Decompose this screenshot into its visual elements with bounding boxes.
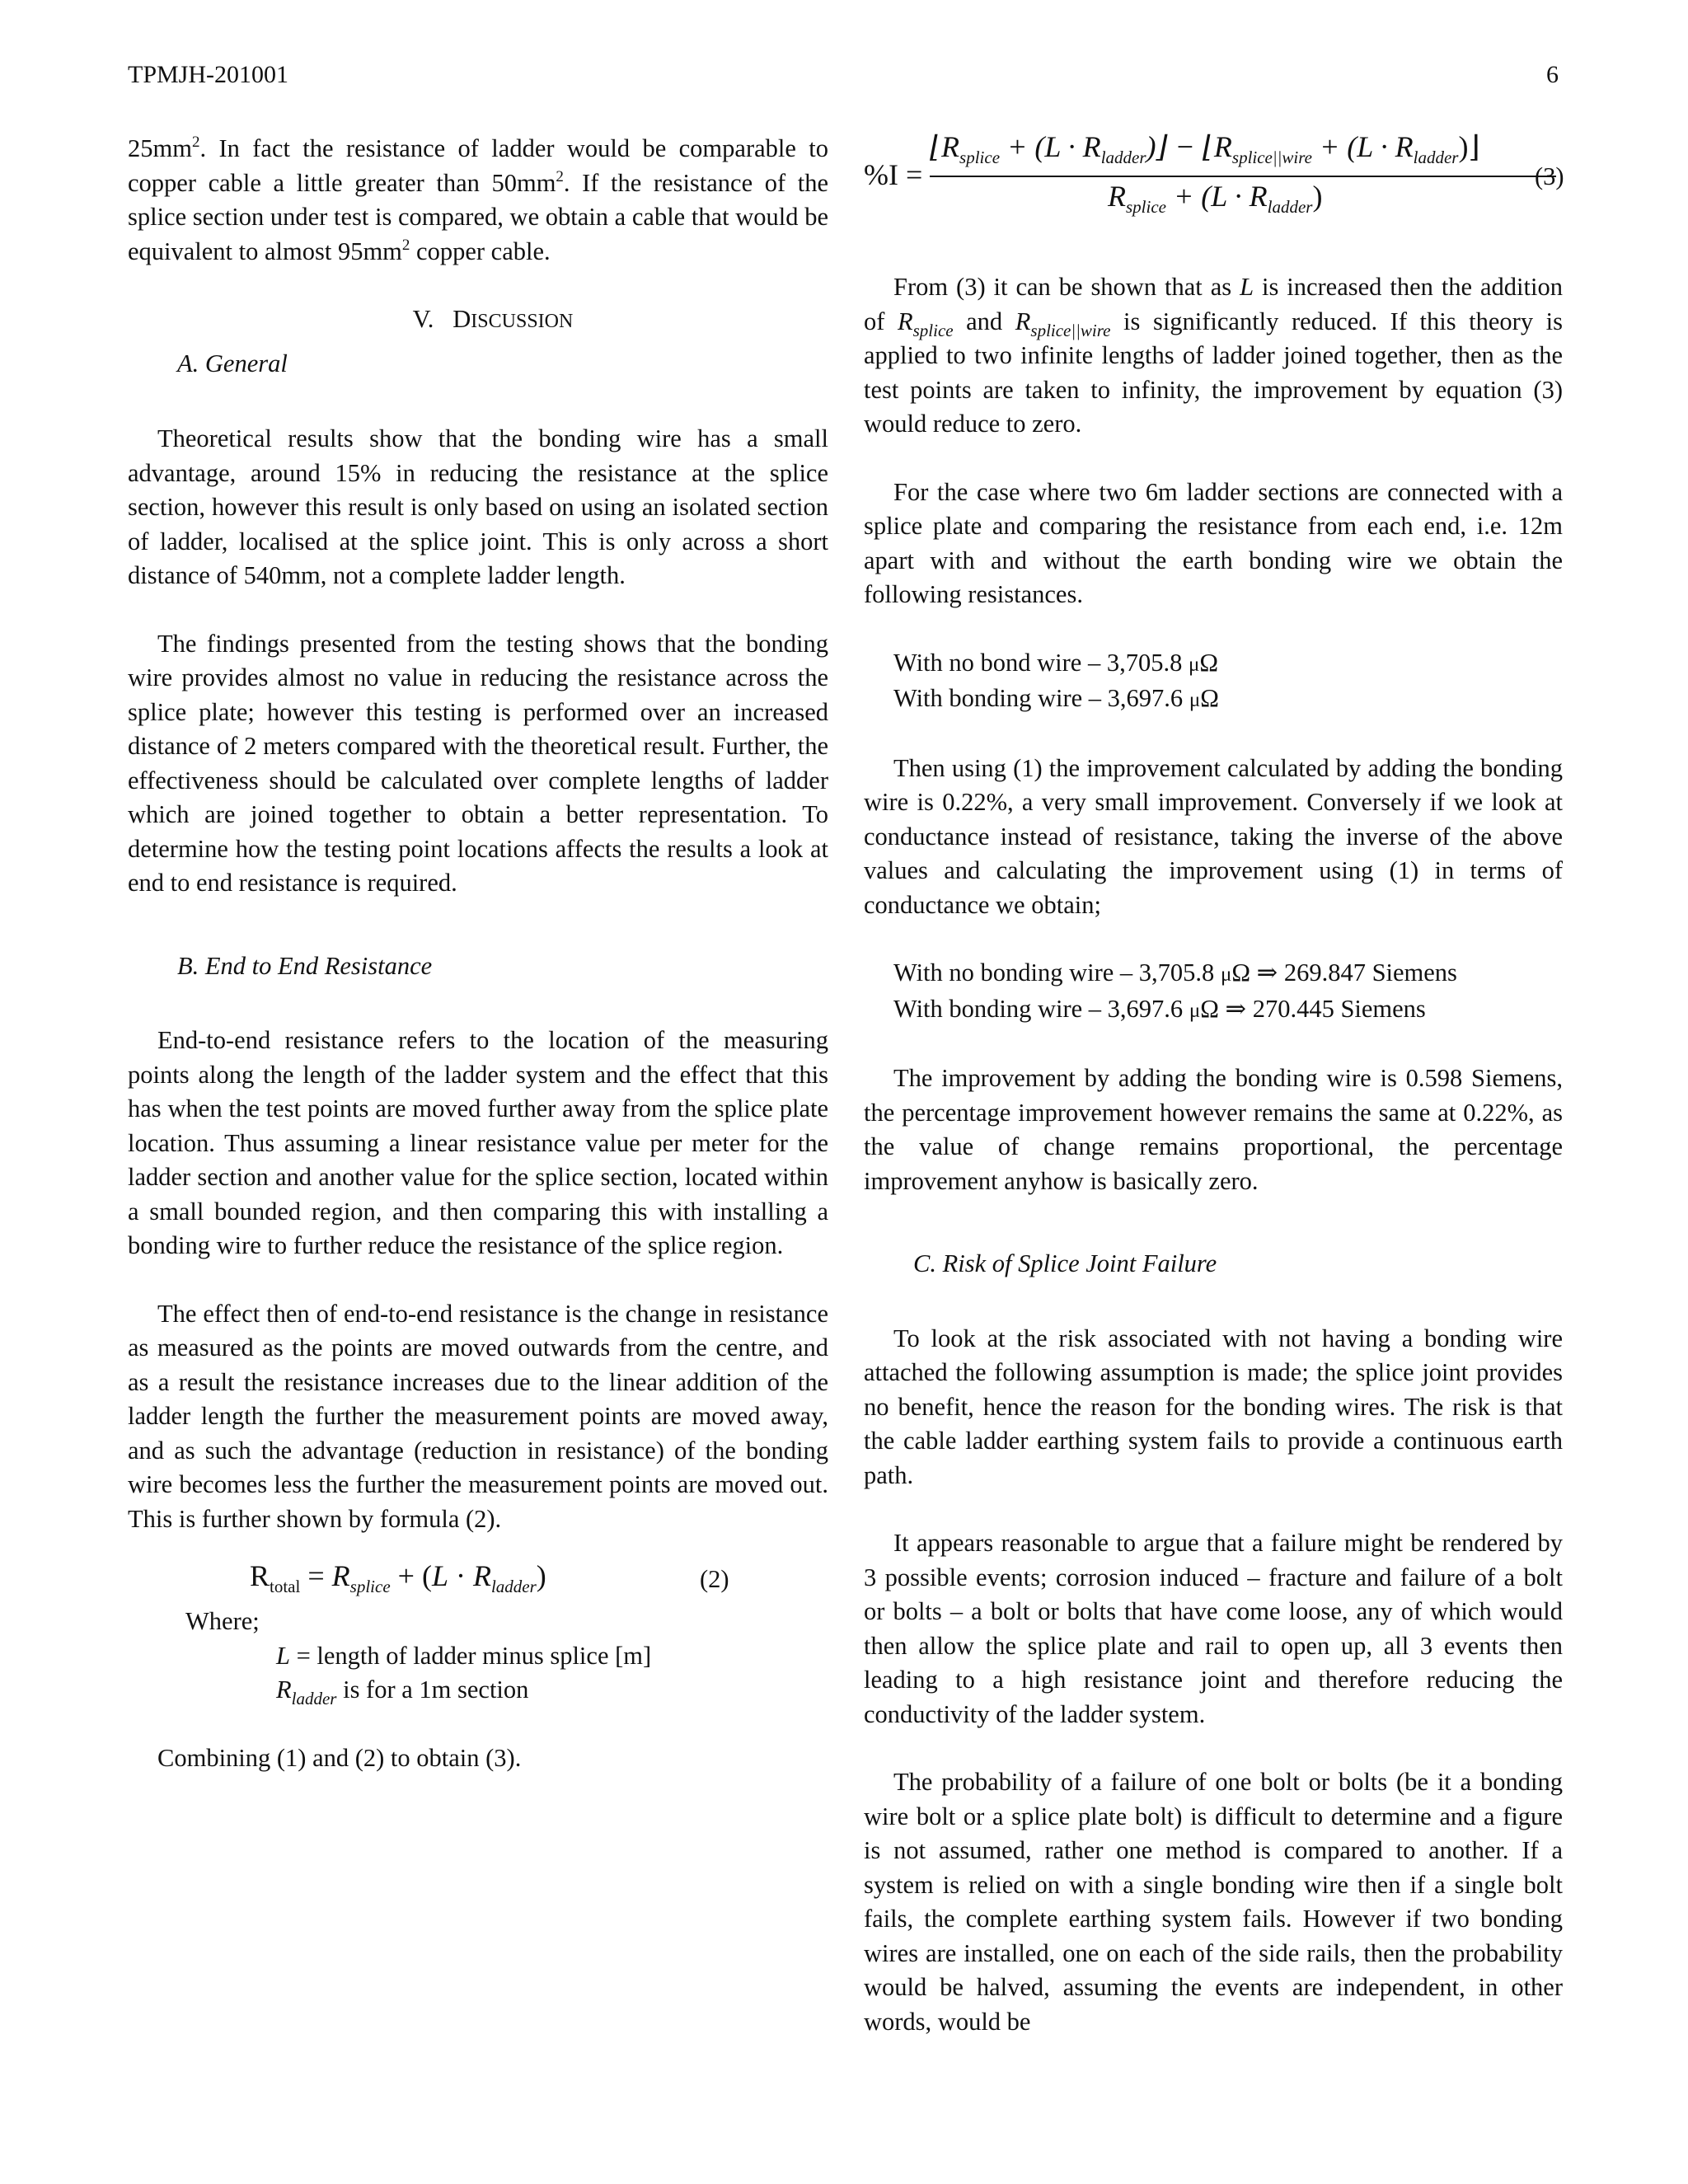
conductance-no-bond: With no bonding wire – 3,705.8 μΩ ⇒ 269.847 Siemens bbox=[893, 958, 1457, 987]
paragraph: To look at the risk associated with not having a bonding wire attached the following assumption is made; the splice joint provides no benefit, hence the reason for the bonding wires. The risk is that the cable ladder earthing system fails to provide a continuous earth path. bbox=[864, 1324, 1563, 1489]
equation-number: (3) bbox=[1535, 162, 1564, 190]
paragraph: Theoretical results show that the bonding wire has a small advantage, around 15% in reducing the resistance at the splice section, however this result is only based on using an isolated section of ladder, localised at the splice joint. This is only across a short distance of 540mm, not a complete ladder length. bbox=[128, 424, 828, 589]
fraction-bar bbox=[930, 176, 1556, 177]
definition-l: L = length of ladder minus splice [m] bbox=[276, 1641, 652, 1670]
paragraph: The effect then of end-to-end resistance is the change in resistance as measured as the points are moved outwards from the centre, and as a result the resistance increases due to the linear addition of the ladder length the further the measurement points are moved away, and as such the advantage (reduction in resistance) of the bonding wire becomes less the further the measurement points are moved out. This is further shown by formula (2). bbox=[128, 1299, 828, 1533]
equation-2: $R_{total} = R_{splice} + (L \cdot R_{ladder})$ (2) bbox=[250, 1559, 729, 1596]
subsection-heading-b: B. End to End Resistance bbox=[177, 951, 433, 980]
conductance-with-bond: With bonding wire – 3,697.6 μΩ ⇒ 270.445 Siemens bbox=[893, 994, 1426, 1023]
paragraph: The findings presented from the testing shows that the bonding wire provides almost no value in reducing the resistance across the splice plate; however this testing is performed over an increased distance of 2 meters compared with the theoretical result. Further, the effectiveness should be calculated over complete lengths of ladder which are joined together to obtain a better representation. To determine how the testing point locations affects the results a look at end to end resistance is required. bbox=[128, 629, 828, 897]
paragraph: The improvement by adding the bonding wire is 0.598 Siemens, the percentage improvement however remains the same at 0.22%, as the value of change remains proportional, the percentage improvement anyhow is basically zero. bbox=[864, 1064, 1563, 1195]
left-column bbox=[128, 132, 828, 1775]
subsection-heading-a: A. General bbox=[177, 349, 288, 377]
running-header: TPMJH-201001 bbox=[128, 61, 289, 88]
equation-number: (2) bbox=[700, 1565, 729, 1593]
resistance-with-bond: With bonding wire – 3,697.6 μΩ bbox=[893, 684, 1219, 712]
paragraph: From (3) it can be shown that as L is increased then the addition of $R_{splice}$ and $R_{splice||wire}$ is significantly reduced. If this theory is applied to two infinite lengths of ladder joined together, then as the test points are taken to infinity, the improvement by equation (3) would reduce to zero. bbox=[864, 273, 1563, 438]
page-number: 6 bbox=[1546, 61, 1559, 88]
right-column bbox=[864, 132, 1563, 2039]
paragraph: Combining (1) and (2) to obtain (3). bbox=[157, 1743, 522, 1772]
paragraph: For the case where two 6m ladder sections are connected with a splice plate and comparing the resistance from each end, i.e. 12m apart with and without the earth bonding wire we obtain the following resistances. bbox=[864, 477, 1563, 608]
intro-paragraph: $25mm^2$. In fact the resistance of ladder would be comparable to copper cable a little greater than $50mm^2$. If the resistance of the splice section under test is compared, we obtain a cable that would be equivalent to almost $95mm^2$ copper cable. bbox=[128, 134, 828, 265]
resistance-no-bond: With no bond wire – 3,705.8 μΩ bbox=[893, 648, 1219, 677]
equation-3: %I = $⌊R_{splice} + (L$ · $R_{ladder})⌋$ − $⌊R_{splice||wire} + (L$ · $R_{ladder})⌋$ $R_{splice} + (L \cdot R_{ladder})$ (3) bbox=[864, 130, 1564, 217]
paragraph: Then using (1) the improvement calculated by adding the bonding wire is 0.22%, a very small improvement. Conversely if we look at conductance instead of resistance, taking the inverse of the above values and calculating the improvement using (1) in terms of conductance we obtain; bbox=[864, 753, 1563, 919]
paragraph: End-to-end resistance refers to the location of the measuring points along the length of the ladder system and the effect that this has when the test points are moved further away from the splice plate location. Thus assuming a linear resistance value per meter for the ladder section and another value for the splice section, located within a small bounded region, and then comparing this with installing a bonding wire to further reduce the resistance of the splice region. bbox=[128, 1026, 828, 1259]
subsection-heading-c: C. Risk of Splice Joint Failure bbox=[913, 1249, 1217, 1277]
where-label: Where; bbox=[185, 1607, 260, 1635]
paragraph: It appears reasonable to argue that a failure might be rendered by 3 possible events; corrosion induced – fracture and failure of a bolt or bolts – a bolt or bolts that have come loose, any of which would then allow the splice plate and rail to open up, all 3 events then leading to a high resistance joint and therefore reducing the conductivity of the ladder system. bbox=[864, 1529, 1563, 1728]
definition-r-ladder: $R_{ladder}$ is for a 1m section bbox=[276, 1675, 529, 1708]
section-heading: V. DISCUSSION bbox=[412, 305, 574, 333]
paragraph: The probability of a failure of one bolt or bolts (be it a bonding wire bolt or a splice plate bolt) is difficult to determine and a figure is not assumed, rather one method is compared to another. If a system is relied on with a single bonding wire then if a single bolt fails, the complete earthing system fails. However if two bonding wires are installed, one on each of the side rails, then the probability would be halved, assuming the events are independent, in other words, would be bbox=[864, 1768, 1563, 2036]
